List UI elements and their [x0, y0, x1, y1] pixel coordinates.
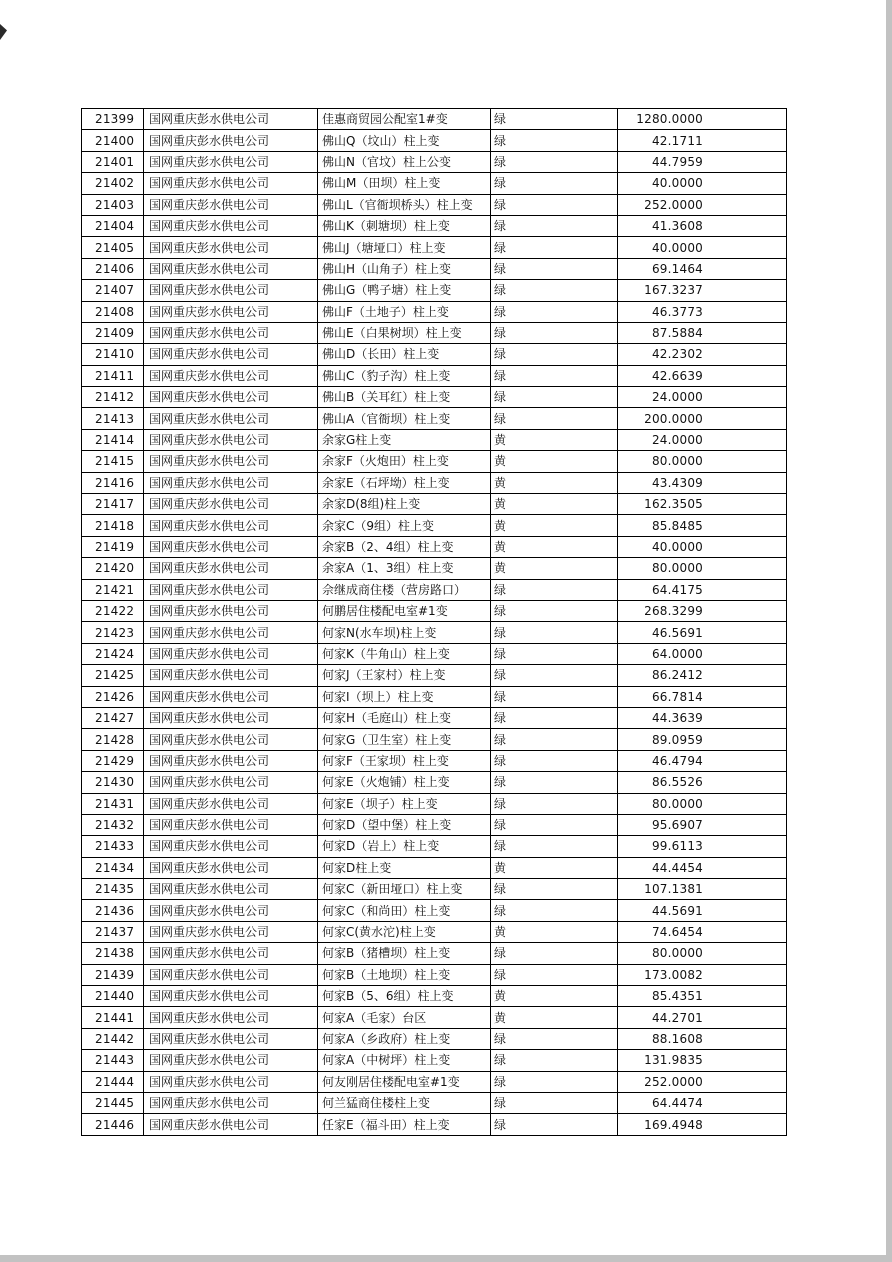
- cell-status-color: 黄: [491, 494, 618, 515]
- table-row: [82, 857, 787, 878]
- table-row: [82, 729, 787, 750]
- cell-row-id: 21432: [82, 814, 144, 835]
- cell-row-id: 21427: [82, 707, 144, 728]
- cell-company-name: 国网重庆彭水供电公司: [144, 750, 318, 771]
- cell-capacity-value: 44.7959: [618, 151, 787, 172]
- cell-status-color: 黄: [491, 536, 618, 557]
- cell-row-id: 21410: [82, 344, 144, 365]
- cell-station-name: 余家D(8组)柱上变: [318, 494, 491, 515]
- cell-company-name: 国网重庆彭水供电公司: [144, 494, 318, 515]
- cell-capacity-value: 86.5526: [618, 772, 787, 793]
- cell-row-id: 21437: [82, 921, 144, 942]
- cell-company-name: 国网重庆彭水供电公司: [144, 151, 318, 172]
- cell-row-id: 21438: [82, 943, 144, 964]
- cell-capacity-value: 46.3773: [618, 301, 787, 322]
- cell-station-name: 何家D（望中堡）柱上变: [318, 814, 491, 835]
- cell-capacity-value: 95.6907: [618, 814, 787, 835]
- cell-company-name: 国网重庆彭水供电公司: [144, 472, 318, 493]
- cell-company-name: 国网重庆彭水供电公司: [144, 322, 318, 343]
- cell-company-name: 国网重庆彭水供电公司: [144, 558, 318, 579]
- cell-status-color: 绿: [491, 686, 618, 707]
- cell-capacity-value: 1280.0000: [618, 109, 787, 130]
- table-row: [82, 772, 787, 793]
- cell-status-color: 绿: [491, 408, 618, 429]
- cell-row-id: 21417: [82, 494, 144, 515]
- table-row: [82, 301, 787, 322]
- cell-capacity-value: 169.4948: [618, 1114, 787, 1135]
- cell-station-name: 余家E（石坪坳）柱上变: [318, 472, 491, 493]
- cell-company-name: 国网重庆彭水供电公司: [144, 344, 318, 365]
- cell-company-name: 国网重庆彭水供电公司: [144, 600, 318, 621]
- data-table: [81, 108, 787, 1136]
- cell-company-name: 国网重庆彭水供电公司: [144, 1028, 318, 1049]
- cell-company-name: 国网重庆彭水供电公司: [144, 900, 318, 921]
- cell-status-color: 黄: [491, 857, 618, 878]
- cell-row-id: 21435: [82, 879, 144, 900]
- table-body: [82, 109, 787, 1136]
- cell-station-name: 佛山M（田坝）柱上变: [318, 173, 491, 194]
- cell-station-name: 何家D柱上变: [318, 857, 491, 878]
- cell-company-name: 国网重庆彭水供电公司: [144, 215, 318, 236]
- cell-capacity-value: 99.6113: [618, 836, 787, 857]
- cell-row-id: 21413: [82, 408, 144, 429]
- cell-row-id: 21411: [82, 365, 144, 386]
- table-row: [82, 408, 787, 429]
- cell-row-id: 21401: [82, 151, 144, 172]
- cell-station-name: 佛山F（土地子）柱上变: [318, 301, 491, 322]
- cell-status-color: 绿: [491, 1114, 618, 1135]
- cell-capacity-value: 80.0000: [618, 451, 787, 472]
- cell-capacity-value: 42.6639: [618, 365, 787, 386]
- cell-capacity-value: 173.0082: [618, 964, 787, 985]
- cell-capacity-value: 42.2302: [618, 344, 787, 365]
- cell-capacity-value: 131.9835: [618, 1050, 787, 1071]
- cell-status-color: 绿: [491, 900, 618, 921]
- cell-status-color: 绿: [491, 836, 618, 857]
- cell-capacity-value: 64.4175: [618, 579, 787, 600]
- table-row: [82, 173, 787, 194]
- cell-status-color: 黄: [491, 921, 618, 942]
- cell-capacity-value: 268.3299: [618, 600, 787, 621]
- cell-company-name: 国网重庆彭水供电公司: [144, 879, 318, 900]
- cell-capacity-value: 44.5691: [618, 900, 787, 921]
- cell-company-name: 国网重庆彭水供电公司: [144, 643, 318, 664]
- cell-station-name: 何兰猛商住楼柱上变: [318, 1092, 491, 1113]
- cell-row-id: 21445: [82, 1092, 144, 1113]
- cell-company-name: 国网重庆彭水供电公司: [144, 729, 318, 750]
- cell-capacity-value: 87.5884: [618, 322, 787, 343]
- cell-capacity-value: 85.4351: [618, 986, 787, 1007]
- table-row: [82, 1114, 787, 1135]
- table-row: [82, 1007, 787, 1028]
- cell-row-id: 21407: [82, 280, 144, 301]
- cell-row-id: 21406: [82, 258, 144, 279]
- cell-status-color: 绿: [491, 943, 618, 964]
- cell-station-name: 何家N(水车坝)柱上变: [318, 622, 491, 643]
- page-edge-right: [886, 0, 892, 1262]
- cell-row-id: 21423: [82, 622, 144, 643]
- cell-status-color: 绿: [491, 365, 618, 386]
- cell-company-name: 国网重庆彭水供电公司: [144, 814, 318, 835]
- cell-station-name: 余家F（火炮田）柱上变: [318, 451, 491, 472]
- cell-capacity-value: 200.0000: [618, 408, 787, 429]
- cell-station-name: 何家J（王家村）柱上变: [318, 665, 491, 686]
- cell-station-name: 何家B（土地坝）柱上变: [318, 964, 491, 985]
- table-row: [82, 344, 787, 365]
- cell-row-id: 21420: [82, 558, 144, 579]
- cell-company-name: 国网重庆彭水供电公司: [144, 793, 318, 814]
- cell-company-name: 国网重庆彭水供电公司: [144, 836, 318, 857]
- cell-company-name: 国网重庆彭水供电公司: [144, 1071, 318, 1092]
- cell-capacity-value: 252.0000: [618, 194, 787, 215]
- cell-station-name: 佛山A（官衙坝）柱上变: [318, 408, 491, 429]
- cell-status-color: 绿: [491, 258, 618, 279]
- cell-status-color: 绿: [491, 600, 618, 621]
- cell-row-id: 21419: [82, 536, 144, 557]
- table-row: [82, 1028, 787, 1049]
- table-row: [82, 943, 787, 964]
- cell-row-id: 21424: [82, 643, 144, 664]
- cell-station-name: 何家A（毛家）台区: [318, 1007, 491, 1028]
- cell-company-name: 国网重庆彭水供电公司: [144, 1007, 318, 1028]
- cell-capacity-value: 162.3505: [618, 494, 787, 515]
- cell-status-color: 绿: [491, 130, 618, 151]
- station-capacity-table: [81, 108, 787, 1136]
- cell-station-name: 何家E（坝子）柱上变: [318, 793, 491, 814]
- cell-status-color: 黄: [491, 515, 618, 536]
- cell-company-name: 国网重庆彭水供电公司: [144, 857, 318, 878]
- cell-company-name: 国网重庆彭水供电公司: [144, 301, 318, 322]
- cell-capacity-value: 252.0000: [618, 1071, 787, 1092]
- cell-capacity-value: 80.0000: [618, 943, 787, 964]
- cell-station-name: 余家A（1、3组）柱上变: [318, 558, 491, 579]
- table-row: [82, 921, 787, 942]
- cell-station-name: 何家C（和尚田）柱上变: [318, 900, 491, 921]
- cell-status-color: 绿: [491, 729, 618, 750]
- cell-row-id: 21412: [82, 387, 144, 408]
- cell-capacity-value: 40.0000: [618, 173, 787, 194]
- cell-station-name: 何友刚居住楼配电室#1变: [318, 1071, 491, 1092]
- cell-capacity-value: 64.4474: [618, 1092, 787, 1113]
- table-row: [82, 579, 787, 600]
- cell-row-id: 21436: [82, 900, 144, 921]
- table-row: [82, 622, 787, 643]
- cell-station-name: 佘继成商住楼（营房路口）: [318, 579, 491, 600]
- cell-capacity-value: 74.6454: [618, 921, 787, 942]
- cell-company-name: 国网重庆彭水供电公司: [144, 258, 318, 279]
- cell-station-name: 何鹏居住楼配电室#1变: [318, 600, 491, 621]
- cell-company-name: 国网重庆彭水供电公司: [144, 515, 318, 536]
- cell-row-id: 21444: [82, 1071, 144, 1092]
- cell-status-color: 绿: [491, 344, 618, 365]
- cell-row-id: 21403: [82, 194, 144, 215]
- cell-company-name: 国网重庆彭水供电公司: [144, 536, 318, 557]
- cell-company-name: 国网重庆彭水供电公司: [144, 964, 318, 985]
- cell-station-name: 佛山H（山角子）柱上变: [318, 258, 491, 279]
- cell-row-id: 21431: [82, 793, 144, 814]
- cell-row-id: 21418: [82, 515, 144, 536]
- cell-capacity-value: 85.8485: [618, 515, 787, 536]
- cell-station-name: 何家C(黄水沱)柱上变: [318, 921, 491, 942]
- cell-capacity-value: 44.2701: [618, 1007, 787, 1028]
- cell-station-name: 佳惠商贸园公配室1#变: [318, 109, 491, 130]
- cell-capacity-value: 88.1608: [618, 1028, 787, 1049]
- cell-company-name: 国网重庆彭水供电公司: [144, 237, 318, 258]
- cell-row-id: 21422: [82, 600, 144, 621]
- cell-station-name: 何家D（岩上）柱上变: [318, 836, 491, 857]
- cell-status-color: 绿: [491, 151, 618, 172]
- cell-row-id: 21415: [82, 451, 144, 472]
- table-row: [82, 515, 787, 536]
- cell-capacity-value: 80.0000: [618, 558, 787, 579]
- cell-station-name: 佛山D（长田）柱上变: [318, 344, 491, 365]
- cell-capacity-value: 24.0000: [618, 387, 787, 408]
- cell-status-color: 绿: [491, 622, 618, 643]
- cell-company-name: 国网重庆彭水供电公司: [144, 772, 318, 793]
- cell-station-name: 何家A（中树坪）柱上变: [318, 1050, 491, 1071]
- cell-company-name: 国网重庆彭水供电公司: [144, 451, 318, 472]
- cell-status-color: 绿: [491, 665, 618, 686]
- cell-station-name: 佛山N（官坟）柱上公变: [318, 151, 491, 172]
- cell-station-name: 佛山C（豹子沟）柱上变: [318, 365, 491, 386]
- table-row: [82, 558, 787, 579]
- cell-status-color: 黄: [491, 472, 618, 493]
- cell-status-color: 绿: [491, 879, 618, 900]
- table-row: [82, 1050, 787, 1071]
- cell-station-name: 余家G柱上变: [318, 429, 491, 450]
- cell-company-name: 国网重庆彭水供电公司: [144, 280, 318, 301]
- cell-row-id: 21426: [82, 686, 144, 707]
- cell-capacity-value: 24.0000: [618, 429, 787, 450]
- cell-row-id: 21430: [82, 772, 144, 793]
- table-row: [82, 686, 787, 707]
- cell-row-id: 21399: [82, 109, 144, 130]
- cell-capacity-value: 40.0000: [618, 237, 787, 258]
- cell-row-id: 21408: [82, 301, 144, 322]
- cell-status-color: 绿: [491, 194, 618, 215]
- cell-status-color: 绿: [491, 579, 618, 600]
- cell-row-id: 21439: [82, 964, 144, 985]
- cell-company-name: 国网重庆彭水供电公司: [144, 365, 318, 386]
- cell-status-color: 绿: [491, 280, 618, 301]
- table-row: [82, 1071, 787, 1092]
- cell-capacity-value: 40.0000: [618, 536, 787, 557]
- cell-status-color: 绿: [491, 387, 618, 408]
- table-row: [82, 215, 787, 236]
- table-row: [82, 707, 787, 728]
- cell-station-name: 佛山K（刺塘坝）柱上变: [318, 215, 491, 236]
- cell-station-name: 何家G（卫生室）柱上变: [318, 729, 491, 750]
- cell-row-id: 21442: [82, 1028, 144, 1049]
- cell-row-id: 21416: [82, 472, 144, 493]
- table-row: [82, 130, 787, 151]
- cell-station-name: 佛山Q（坟山）柱上变: [318, 130, 491, 151]
- table-row: [82, 472, 787, 493]
- table-row: [82, 194, 787, 215]
- cell-station-name: 余家C（9组）柱上变: [318, 515, 491, 536]
- table-row: [82, 750, 787, 771]
- table-row: [82, 1092, 787, 1113]
- cell-company-name: 国网重庆彭水供电公司: [144, 707, 318, 728]
- cell-station-name: 何家H（毛庭山）柱上变: [318, 707, 491, 728]
- cell-company-name: 国网重庆彭水供电公司: [144, 1114, 318, 1135]
- cell-station-name: 佛山L（官衙坝桥头）柱上变: [318, 194, 491, 215]
- cell-capacity-value: 80.0000: [618, 793, 787, 814]
- cell-station-name: 何家B（5、6组）柱上变: [318, 986, 491, 1007]
- cell-row-id: 21402: [82, 173, 144, 194]
- cell-company-name: 国网重庆彭水供电公司: [144, 429, 318, 450]
- cell-status-color: 绿: [491, 793, 618, 814]
- cell-company-name: 国网重庆彭水供电公司: [144, 130, 318, 151]
- cell-row-id: 21443: [82, 1050, 144, 1071]
- table-row: [82, 986, 787, 1007]
- cell-capacity-value: 66.7814: [618, 686, 787, 707]
- cell-status-color: 绿: [491, 750, 618, 771]
- cell-status-color: 绿: [491, 772, 618, 793]
- cell-status-color: 绿: [491, 215, 618, 236]
- cell-capacity-value: 89.0959: [618, 729, 787, 750]
- table-row: [82, 429, 787, 450]
- cell-capacity-value: 86.2412: [618, 665, 787, 686]
- table-row: [82, 365, 787, 386]
- table-row: [82, 237, 787, 258]
- cell-company-name: 国网重庆彭水供电公司: [144, 109, 318, 130]
- table-row: [82, 494, 787, 515]
- cell-capacity-value: 44.3639: [618, 707, 787, 728]
- table-row: [82, 322, 787, 343]
- cell-station-name: 何家E（火炮铺）柱上变: [318, 772, 491, 793]
- cell-row-id: 21425: [82, 665, 144, 686]
- cell-capacity-value: 46.5691: [618, 622, 787, 643]
- cell-status-color: 绿: [491, 237, 618, 258]
- page-edge-bottom: [0, 1255, 892, 1262]
- table-row: [82, 643, 787, 664]
- cell-status-color: 绿: [491, 707, 618, 728]
- table-row: [82, 793, 787, 814]
- cell-status-color: 绿: [491, 109, 618, 130]
- cell-row-id: 21434: [82, 857, 144, 878]
- cell-status-color: 绿: [491, 964, 618, 985]
- table-row: [82, 665, 787, 686]
- table-row: [82, 964, 787, 985]
- table-row: [82, 258, 787, 279]
- cell-capacity-value: 44.4454: [618, 857, 787, 878]
- cell-status-color: 绿: [491, 1092, 618, 1113]
- table-row: [82, 387, 787, 408]
- cell-row-id: 21440: [82, 986, 144, 1007]
- cell-capacity-value: 41.3608: [618, 215, 787, 236]
- cell-station-name: 何家C（新田垭口）柱上变: [318, 879, 491, 900]
- cell-company-name: 国网重庆彭水供电公司: [144, 986, 318, 1007]
- table-row: [82, 900, 787, 921]
- cell-company-name: 国网重庆彭水供电公司: [144, 173, 318, 194]
- cell-company-name: 国网重庆彭水供电公司: [144, 1092, 318, 1113]
- cell-row-id: 21405: [82, 237, 144, 258]
- cell-company-name: 国网重庆彭水供电公司: [144, 686, 318, 707]
- cell-row-id: 21414: [82, 429, 144, 450]
- cell-status-color: 黄: [491, 1007, 618, 1028]
- cell-capacity-value: 43.4309: [618, 472, 787, 493]
- cell-status-color: 绿: [491, 322, 618, 343]
- table-row: [82, 151, 787, 172]
- cell-status-color: 绿: [491, 1050, 618, 1071]
- cell-status-color: 黄: [491, 451, 618, 472]
- cell-row-id: 21428: [82, 729, 144, 750]
- table-row: [82, 600, 787, 621]
- cell-station-name: 何家K（牛角山）柱上变: [318, 643, 491, 664]
- cell-company-name: 国网重庆彭水供电公司: [144, 943, 318, 964]
- cell-status-color: 黄: [491, 558, 618, 579]
- cell-company-name: 国网重庆彭水供电公司: [144, 194, 318, 215]
- cell-capacity-value: 167.3237: [618, 280, 787, 301]
- cell-company-name: 国网重庆彭水供电公司: [144, 665, 318, 686]
- cell-capacity-value: 69.1464: [618, 258, 787, 279]
- cell-company-name: 国网重庆彭水供电公司: [144, 408, 318, 429]
- scan-artifact-mark: [0, 24, 7, 40]
- table-row: [82, 536, 787, 557]
- cell-company-name: 国网重庆彭水供电公司: [144, 1050, 318, 1071]
- cell-station-name: 佛山J（塘垭口）柱上变: [318, 237, 491, 258]
- cell-station-name: 佛山B（关耳红）柱上变: [318, 387, 491, 408]
- cell-row-id: 21404: [82, 215, 144, 236]
- table-row: [82, 836, 787, 857]
- cell-row-id: 21433: [82, 836, 144, 857]
- cell-row-id: 21400: [82, 130, 144, 151]
- cell-row-id: 21446: [82, 1114, 144, 1135]
- cell-row-id: 21421: [82, 579, 144, 600]
- cell-status-color: 黄: [491, 429, 618, 450]
- cell-station-name: 余家B（2、4组）柱上变: [318, 536, 491, 557]
- cell-status-color: 绿: [491, 301, 618, 322]
- table-row: [82, 280, 787, 301]
- cell-row-id: 21441: [82, 1007, 144, 1028]
- cell-company-name: 国网重庆彭水供电公司: [144, 921, 318, 942]
- table-row: [82, 814, 787, 835]
- cell-station-name: 何家A（乡政府）柱上变: [318, 1028, 491, 1049]
- cell-capacity-value: 107.1381: [618, 879, 787, 900]
- cell-capacity-value: 42.1711: [618, 130, 787, 151]
- cell-station-name: 何家I（坝上）柱上变: [318, 686, 491, 707]
- cell-capacity-value: 64.0000: [618, 643, 787, 664]
- cell-station-name: 佛山G（鸭子塘）柱上变: [318, 280, 491, 301]
- cell-company-name: 国网重庆彭水供电公司: [144, 579, 318, 600]
- cell-station-name: 何家B（猪槽坝）柱上变: [318, 943, 491, 964]
- cell-status-color: 绿: [491, 173, 618, 194]
- cell-row-id: 21409: [82, 322, 144, 343]
- cell-station-name: 佛山E（白果树坝）柱上变: [318, 322, 491, 343]
- cell-status-color: 绿: [491, 1071, 618, 1092]
- cell-company-name: 国网重庆彭水供电公司: [144, 387, 318, 408]
- cell-status-color: 绿: [491, 814, 618, 835]
- cell-capacity-value: 46.4794: [618, 750, 787, 771]
- cell-row-id: 21429: [82, 750, 144, 771]
- cell-status-color: 绿: [491, 1028, 618, 1049]
- table-row: [82, 451, 787, 472]
- cell-station-name: 何家F（王家坝）柱上变: [318, 750, 491, 771]
- cell-status-color: 黄: [491, 986, 618, 1007]
- cell-station-name: 任家E（福斗田）柱上变: [318, 1114, 491, 1135]
- cell-company-name: 国网重庆彭水供电公司: [144, 622, 318, 643]
- cell-status-color: 绿: [491, 643, 618, 664]
- table-row: [82, 879, 787, 900]
- table-row: [82, 109, 787, 130]
